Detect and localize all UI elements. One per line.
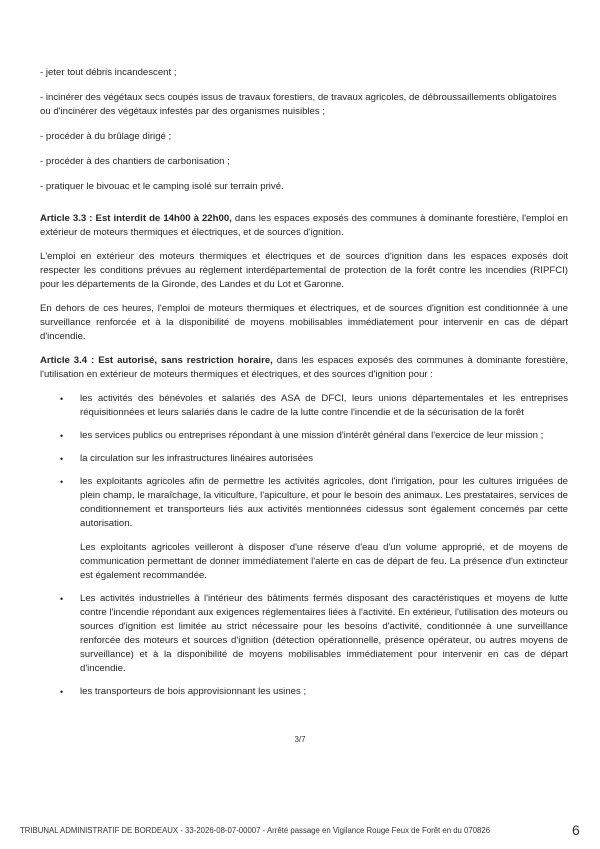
list-item: - incinérer des végétaux secs coupés issus de travaux forestiers, de travaux agricoles, de débroussaillements obligatoires ou d'incinérer des végétaux infestés par des organismes nuisibles ; [40, 92, 557, 117]
list-item [40, 429, 568, 443]
footer-text: TRIBUNAL ADMINISTRATIF DE BORDEAUX - 33-2026-08-07-00007 - Arrêté passage en Vigilance Rouge Feux de Forêt en du 070826 [20, 826, 491, 835]
article-3-4-text: dans les espaces exposés des communes à dominante forestière, l'utilisation en extérieur de moteurs thermiques et électriques, et des sources d'ignition pour : [40, 355, 568, 380]
list-item [40, 452, 568, 466]
list-item: - procéder à du brûlage dirigé ; [40, 131, 172, 142]
list-item [40, 685, 568, 699]
bullet-icon: • [60, 431, 64, 441]
page-number: 3/7 [294, 735, 306, 744]
article-3-3-heading: Article 3.3 : Est interdit de 14h00 à 22h00, [40, 213, 232, 224]
footer-page-number: 6 [572, 822, 580, 838]
article-3-3-paragraph [40, 212, 568, 240]
list-item-text: les services publics ou entreprises répondant à une mission d'intérêt général dans l'exercice de leur mission ; [80, 430, 544, 441]
list-item: - procéder à des chantiers de carbonisation ; [40, 156, 230, 167]
bullet-icon: • [60, 454, 64, 464]
list-item: - pratiquer le bivouac et le camping isolé sur terrain privé. [40, 181, 284, 192]
article-3-3-text: dans les espaces exposés des communes à dominante forestière, l'emploi en extérieur de moteurs thermiques et électriques, et de sources d'ignition. [40, 213, 568, 238]
bullet-icon: • [60, 687, 64, 697]
list-item: - jeter tout débris incandescent ; [40, 67, 177, 78]
list-item-text: les transporteurs de bois approvisionnant les usines ; [80, 686, 307, 697]
article-3-3-paragraph-2: L'emploi en extérieur des moteurs thermiques et électriques et de sources d'ignition dans les espaces exposés doit respecter les conditions prévues au règlement interdépartemental de protection de la forêt contre les incendies (RIPFCI) pour les départements de la Gironde, des Landes et du Lot et Garonne. [40, 251, 568, 290]
list-item-text: la circulation sur les infrastructures linéaires autorisées [80, 453, 314, 464]
bullet-icon: • [60, 394, 64, 404]
authorized-activities-list [40, 392, 568, 699]
list-item-text: Les activités industrielles à l'intérieur des bâtiments fermés disposant des caractéristiques et moyens de lutte contre l'incendie répondant aux exigences réglementaires liées à l'activité. En extérieur, l'utilisation des moteurs ou sources d'ignition est limitée au strict nécessaire pour les besoins d'activité, conditionnée à une surveillance renforcée des moteurs et sources d'ignition (détection opérationnelle, présence opérateur, ou autres moyens de surveillance) et à la disponibilité de moyens mobilisables immédiatement pour intervenir en cas de départ d'incendie. [80, 593, 568, 674]
document-body [40, 66, 568, 708]
article-3-4-paragraph [40, 354, 568, 382]
bullet-icon: • [60, 477, 64, 487]
list-item [40, 592, 568, 676]
bullet-icon: • [60, 594, 64, 604]
prohibited-actions-list [40, 66, 568, 194]
list-item [40, 475, 568, 583]
article-3-4-heading: Article 3.4 : Est autorisé, sans restriction horaire, [40, 355, 273, 366]
list-item-subparagraph: Les exploitants agricoles veilleront à disposer d'une réserve d'eau d'un volume approprié, et de moyens de communication permettant de donner immédiatement l'alerte en cas de départ de feu. La présence d'un extincteur est également recommandée. [80, 542, 568, 581]
list-item-text: les exploitants agricoles afin de permettre les activités agricoles, dont l'irrigation, pour les cultures irriguées de plein champ, le maraîchage, la viticulture, l'apiculture, et pour le besoin des animaux. Les prestataires, services de conditionnement et transporteurs liés aux activités mentionnées cidessus sont également concernés par cette autorisation. [80, 476, 568, 529]
article-3-3-paragraph-3: En dehors de ces heures, l'emploi de moteurs thermiques et électriques, et de sources d'ignition est conditionnée à une surveillance renforcée et à la disponibilité de moyens mobilisables immédiatement pour intervenir en cas de départ d'incendie. [40, 303, 568, 342]
list-item-text: les activités des bénévoles et salariés des ASA de DFCI, leurs unions départementales et les entreprises réquisitionnées et leurs salariés dans le cadre de la lutte contre l'incendie et de la sécurisation de la forêt [80, 393, 568, 418]
list-item [40, 392, 568, 420]
